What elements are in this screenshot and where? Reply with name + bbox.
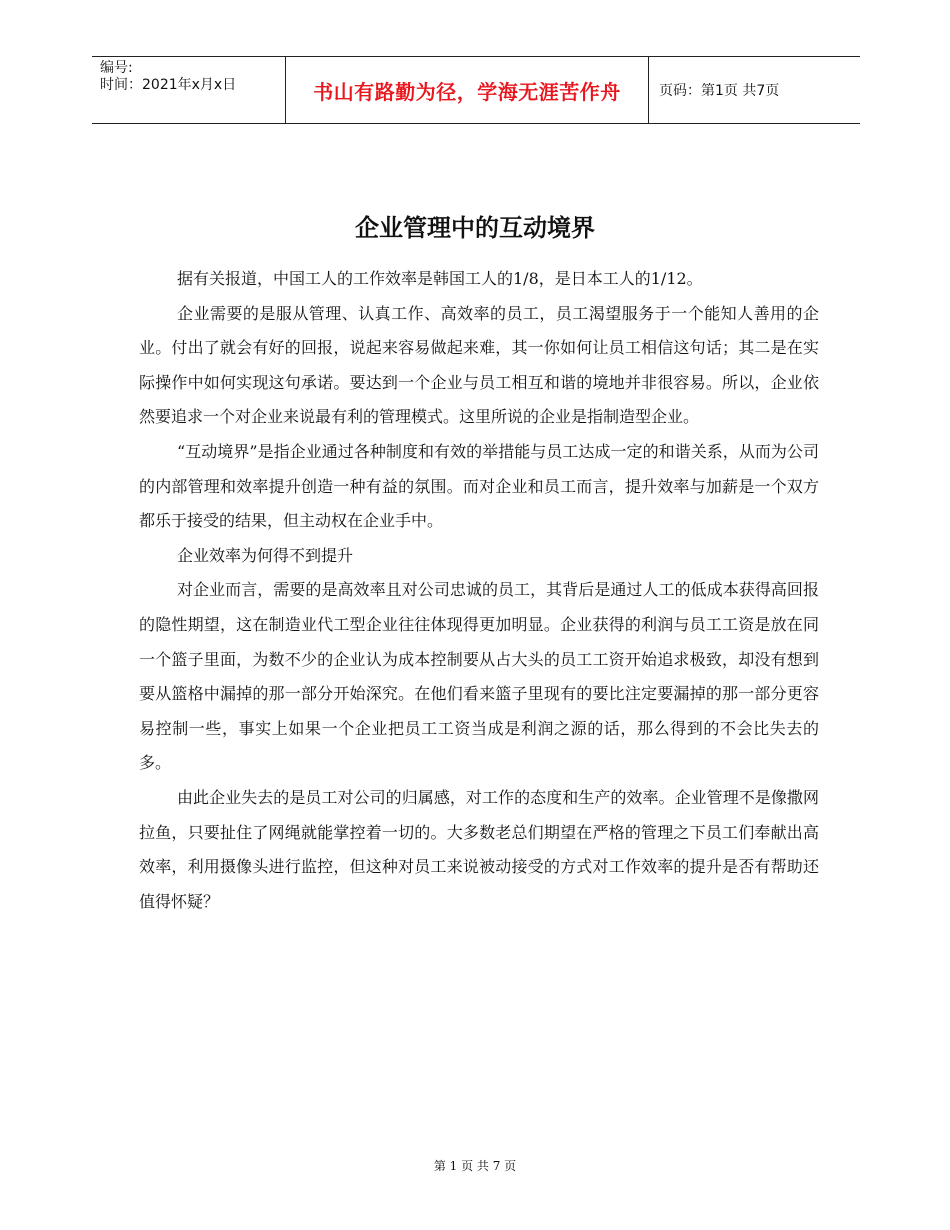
- document-title: 企业管理中的互动境界: [355, 214, 595, 242]
- page-footer: 第 1 页 共 7 页: [433, 1159, 517, 1173]
- page-header: [92, 56, 860, 124]
- paragraph: 对企业而言，需要的是高效率且对公司忠诚的员工，其背后是通过人工的低成本获得高回报的隐性期望，这在制造业代工型企业往往体现得更加明显。企业获得的利润与员工工资是放在同一个篮子里面，为数不少的企业认为成本控制要从占大头的员工工资开始追求极致，却没有想到要从篮格中漏掉的那一部分开始深究。在他们看来篮子里现有的要比注定要漏掉的那一部分更容易控制一些，事实上如果一个企业把员工工资当成是利润之源的话，那么得到的不会比失去的多。: [139, 580, 819, 773]
- header-meta: [92, 57, 286, 123]
- number-label: 编号:: [100, 60, 133, 76]
- paragraph: 由此企业失去的是员工对公司的归属感，对工作的态度和生产的效率。企业管理不是像撒网拉鱼，只要扯住了网绳就能掌控着一切的。大多数老总们期望在严格的管理之下员工们奉献出高效率，利用摄像头进行监控，但这种对员工来说被动接受的方式对工作效率的提升是否有帮助还值得怀疑？: [139, 787, 819, 911]
- header-page-info: 页码：第1页 共7页: [659, 83, 780, 99]
- paragraph: 据有关报道，中国工人的工作效率是韩国工人的1/8，是日本工人的1/12。: [177, 269, 703, 288]
- section-heading: 企业效率为何得不到提升: [177, 545, 354, 565]
- paragraph: 企业需要的是服从管理、认真工作、高效率的员工，员工渴望服务于一个能知人善用的企业。付出了就会有好的回报，说起来容易做起来难，其一你如何让员工相信这句话；其二是在实际操作中如何实现这句承诺。要达到一个企业与员工相互和谐的境地并非很容易。所以，企业依然要追求一个对企业来说最有利的管理模式。这里所说的企业是指制造型企业。: [139, 303, 819, 427]
- document-body: [139, 262, 819, 919]
- header-motto: 书山有路勤为径，学海无涯苦作舟: [286, 57, 649, 123]
- time-label: 时间：2021年x月x日: [100, 77, 237, 93]
- paragraph: “互动境界”是指企业通过各种制度和有效的举措能与员工达成一定的和谐关系，从而为公司的内部管理和效率提升创造一种有益的氛围。而对企业和员工而言，提升效率与加薪是一个双方都乐于接受的结果，但主动权在企业手中。: [139, 441, 819, 531]
